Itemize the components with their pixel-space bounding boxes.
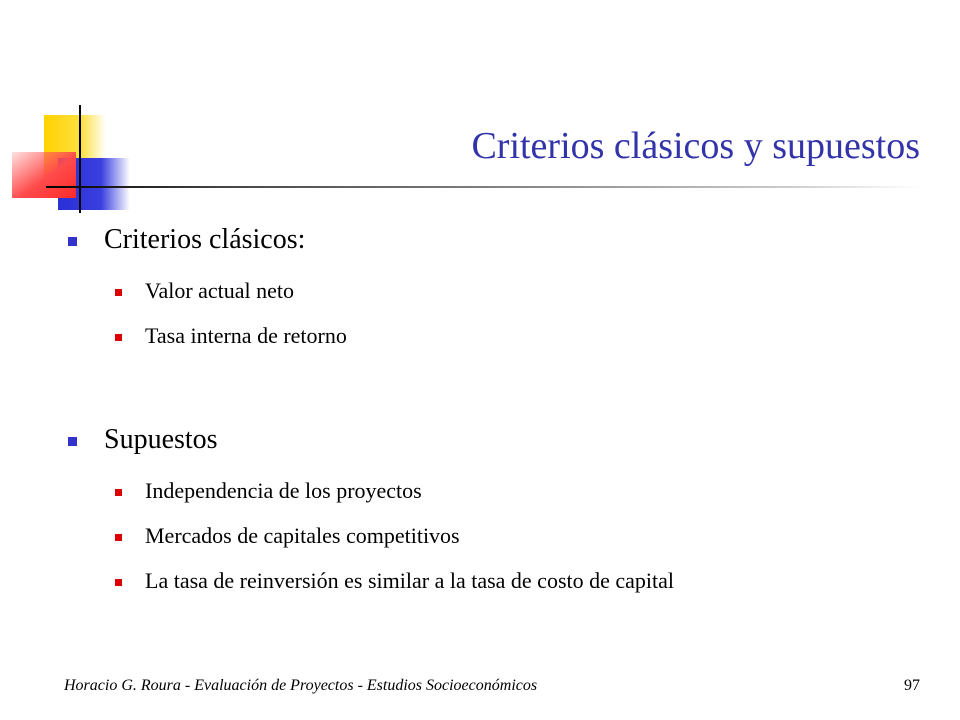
bullet-text: Tasa interna de retorno	[145, 323, 347, 348]
bullet-text: Criterios clásicos:	[104, 224, 306, 255]
bullet-level1	[104, 424, 218, 456]
bullet-level2	[145, 568, 674, 594]
bullet-level1	[104, 224, 305, 256]
bullet-square-icon	[115, 289, 122, 296]
bullet-text: Valor actual neto	[145, 278, 295, 303]
bullet-text: La tasa de reinversión es similar a la tasa de costo de capital	[145, 568, 675, 593]
bullet-square-icon	[115, 579, 122, 586]
bullet-level2	[145, 478, 422, 504]
bullet-text: Supuestos	[104, 424, 218, 455]
logo-red-square	[12, 152, 76, 198]
decorative-logo	[0, 0, 200, 240]
logo-vertical-line	[79, 105, 81, 213]
bullet-square-icon	[115, 534, 122, 541]
bullet-text: Mercados de capitales competitivos	[145, 523, 460, 548]
bullet-square-icon	[68, 437, 77, 446]
bullet-level2	[145, 278, 294, 304]
bullet-level2	[145, 523, 460, 549]
bullet-text: Independencia de los proyectos	[145, 478, 422, 503]
bullet-square-icon	[68, 237, 77, 246]
bullet-square-icon	[115, 334, 122, 341]
title-underline	[46, 186, 920, 188]
bullet-level2	[145, 323, 347, 349]
slide-footer: Horacio G. Roura - Evaluación de Proyectos - Estudios Socioeconómicos	[64, 677, 538, 694]
page-number: 97	[904, 677, 920, 694]
slide-title: Criterios clásicos y supuestos	[471, 125, 920, 167]
bullet-square-icon	[115, 489, 122, 496]
